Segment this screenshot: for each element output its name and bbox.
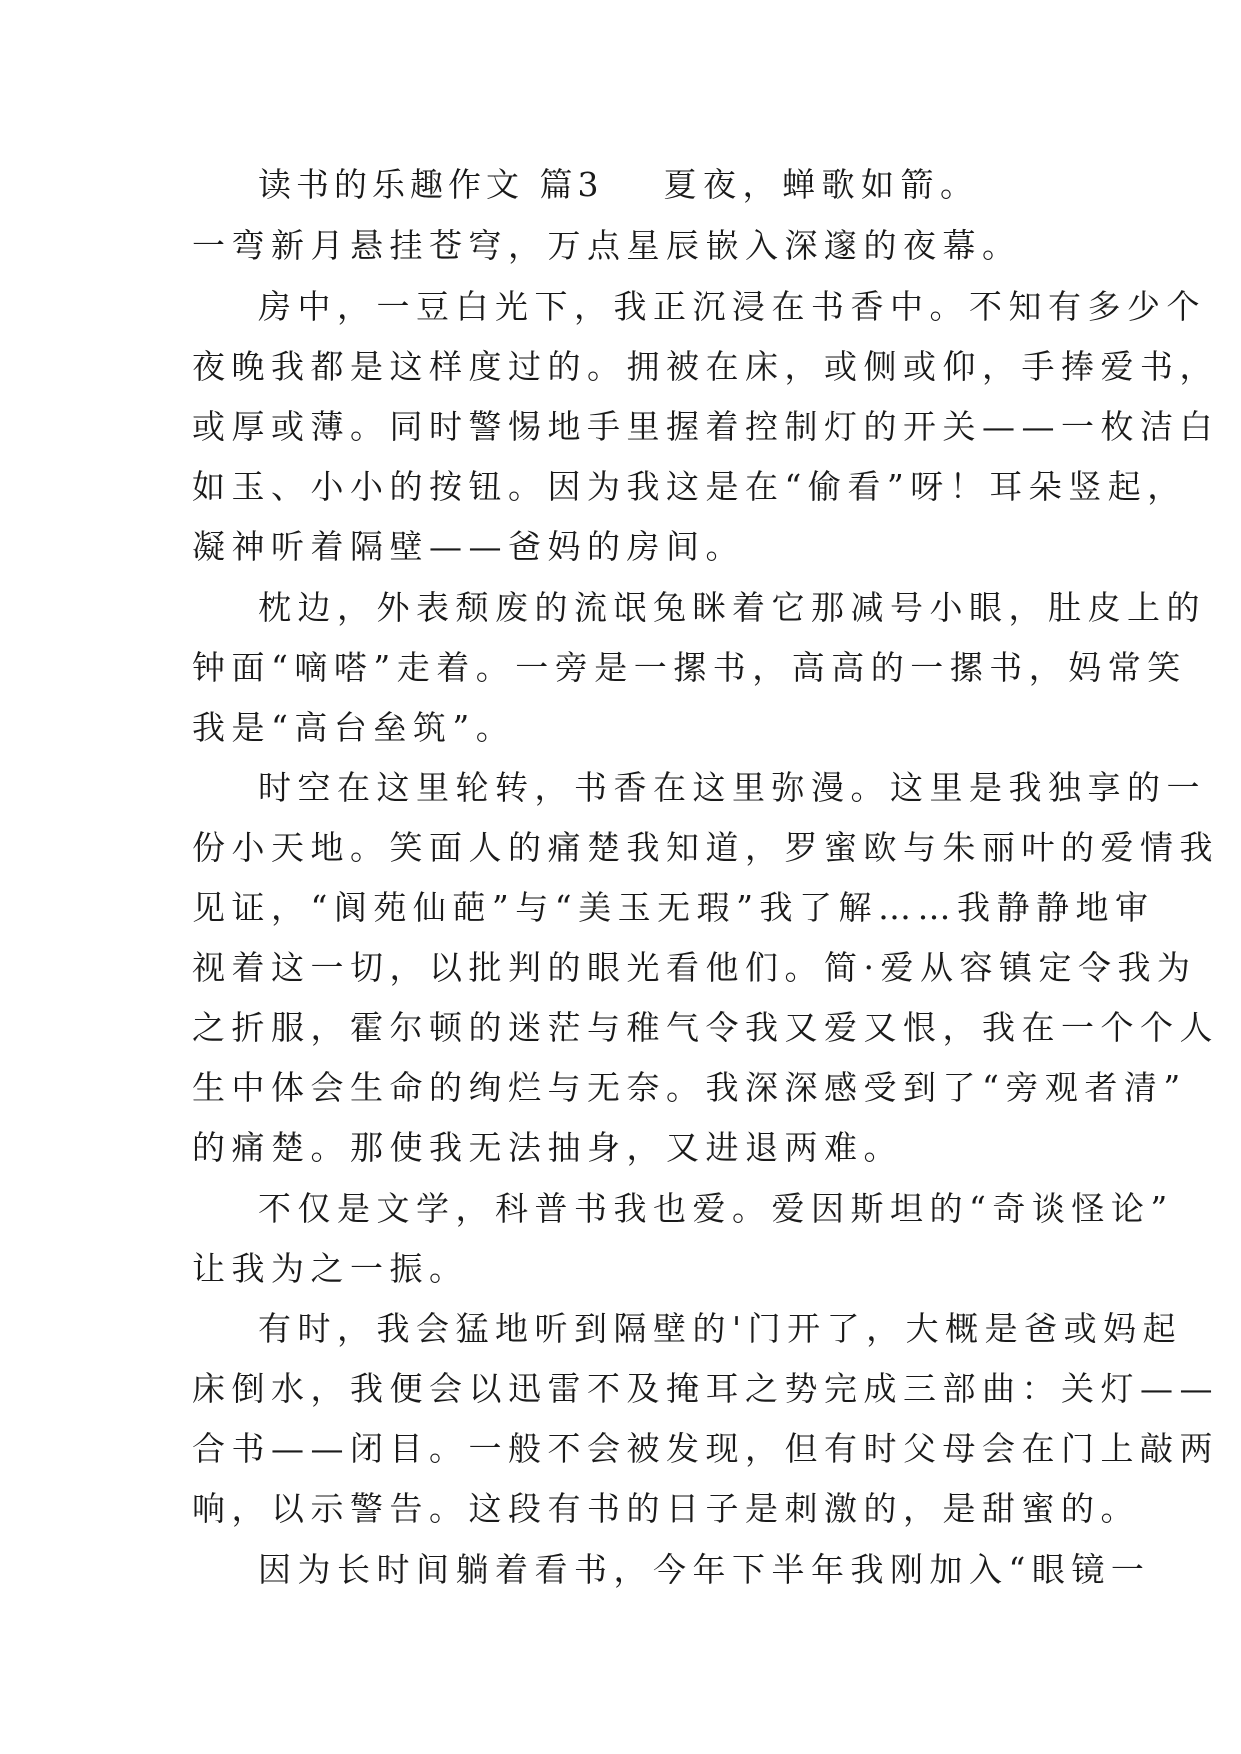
paragraph-line: 见证，“阆苑仙葩”与“美玉无瑕”我了解……我静静地审 — [192, 888, 1155, 927]
paragraph-line: 如玉、小小的按钮。因为我这是在“偷看”呀！耳朵竖起， — [192, 467, 1187, 506]
essay-opening: 夏夜，蝉歌如箭。 — [663, 165, 980, 204]
paragraph-line: 份小天地。笑面人的痛楚我知道，罗蜜欧与朱丽叶的爱情我 — [192, 828, 1219, 867]
paragraph-line: 让我为之一振。 — [192, 1249, 469, 1288]
paragraph-line: 的痛楚。那使我无法抽身，又进退两难。 — [192, 1128, 903, 1167]
paragraph-line: 一弯新月悬挂苍穹，万点星辰嵌入深邃的夜幕。 — [192, 226, 1022, 265]
paragraph-line: 床倒水，我便会以迅雷不及掩耳之势完成三部曲：关灯—— — [192, 1369, 1219, 1408]
paragraph-line: 响，以示警告。这段有书的日子是刺激的，是甜蜜的。 — [192, 1489, 1140, 1528]
paragraph-line: 因为长时间躺着看书，今年下半年我刚加入“眼镜一 — [258, 1550, 1151, 1589]
heading-line — [258, 165, 980, 205]
paragraph-line: 或厚或薄。同时警惕地手里握着控制灯的开关——一枚洁白 — [192, 407, 1219, 446]
paragraph-line: 枕边，外表颓废的流氓兔眯着它那减号小眼，肚皮上的 — [258, 588, 1206, 627]
paragraph-line: 不仅是文学，科普书我也爱。爱因斯坦的“奇谈怪论” — [258, 1189, 1174, 1228]
paragraph-line: 房中，一豆白光下，我正沉浸在书香中。不知有多少个 — [258, 287, 1206, 326]
paragraph-line: 视着这一切，以批判的眼光看他们。简·爱从容镇定令我为 — [192, 948, 1197, 987]
essay-title: 读书的乐趣作文 篇3 — [258, 165, 604, 204]
paragraph-line: 之折服，霍尔顿的迷茫与稚气令我又爱又恨，我在一个个人 — [192, 1008, 1219, 1047]
paragraph-line: 生中体会生命的绚烂与无奈。我深深感受到了“旁观者清” — [192, 1068, 1187, 1107]
paragraph-line: 时空在这里轮转，书香在这里弥漫。这里是我独享的一 — [258, 768, 1206, 807]
paragraph-line: 合书——闭目。一般不会被发现，但有时父母会在门上敲两 — [192, 1429, 1219, 1468]
paragraph-line: 有时，我会猛地听到隔壁的'门开了，大概是爸或妈起 — [258, 1309, 1183, 1348]
paragraph-line: 我是“高台垒筑”。 — [192, 708, 516, 747]
paragraph-line: 夜晚我都是这样度过的。拥被在床，或侧或仰，手捧爱书， — [192, 347, 1219, 386]
paragraph-line: 凝神听着隔壁——爸妈的房间。 — [192, 527, 745, 566]
paragraph-line: 钟面“嘀嗒”走着。一旁是一摞书，高高的一摞书，妈常笑 — [192, 648, 1187, 687]
